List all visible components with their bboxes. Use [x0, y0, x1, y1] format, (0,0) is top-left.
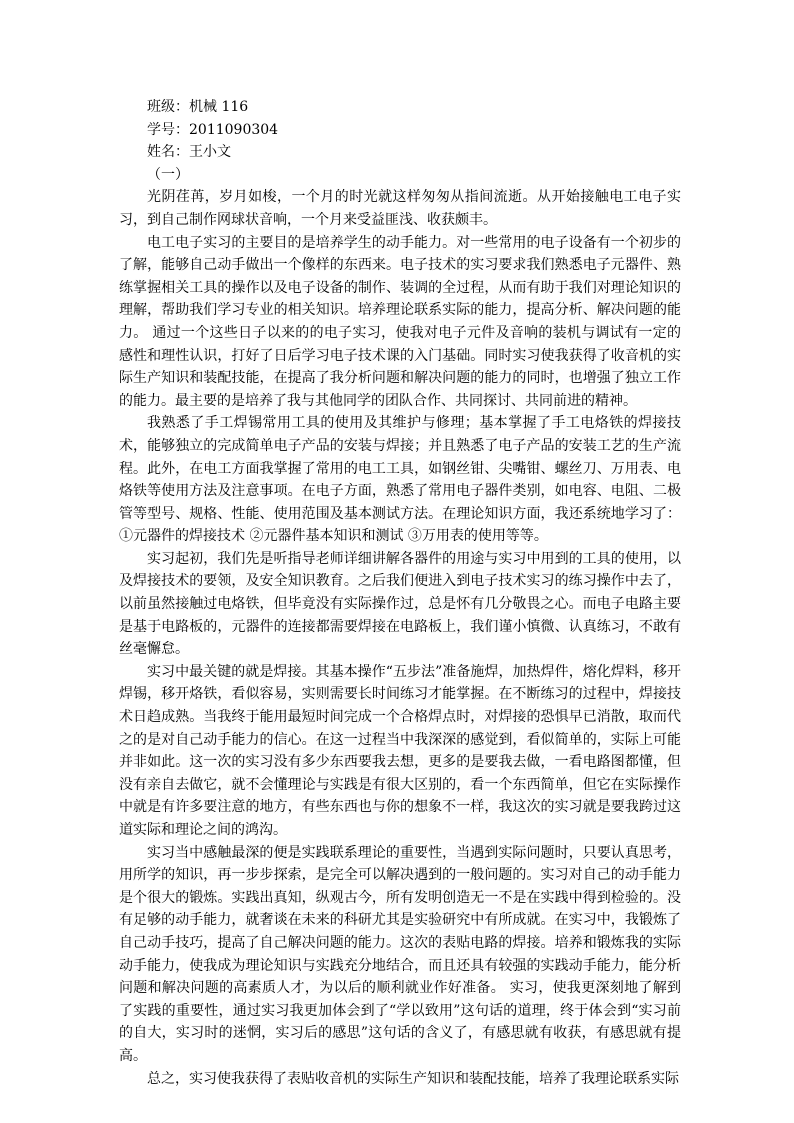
document-page [119, 96, 681, 1090]
paragraph-reflection: 实习当中感触最深的便是实践联系理论的重要性，当遇到实际问题时，只要认真思考，用所学的知识，再一步步探索，是完全可以解决遇到的一般问题的。实习对自己的动手能力是个很大的锻炼。实践出真知，纵观古今，所有发明创造无一不是在实践中得到检验的。没有足够的动手能力，就奢谈在未来的科研尤其是实验研究中有所成就。在实习中，我锻炼了自己动手技巧，提高了自己解决问题的能力。这次的表贴电路的焊接。培养和锻炼我的实际动手能力，使我成为理论知识与实践充分地结合，而且还具有较强的实践动手能力，能分析问题和解决问题的高素质人才，为以后的顺利就业作好准备。 实习，使我更深刻地了解到了实践的重要性，通过实习我更加体会到了“学以致用”这句话的道理，终于体会到“实习前的自大，实习时的迷惘，实习后的感思”这句话的含义了，有感思就有收获，有感思就有提高。 [119, 844, 681, 1064]
paragraph-opening: 光阴荏苒，岁月如梭，一个月的时光就这样匆匆从指间流逝。从开始接触电工电子实习，到自己制作网球状音响，一个月来受益匪浅、收获颇丰。 [119, 189, 681, 228]
paragraph-purpose: 电工电子实习的主要目的是培养学生的动手能力。对一些常用的电子设备有一个初步的了解，能够自己动手做出一个像样的东西来。电子技术的实习要求我们熟悉电子元器件、熟练掌握相关工具的操作以及电子设备的制作、装调的全过程，从而有助于我们对理论知识的理解，帮助我们学习专业的相关知识。培养理论联系实际的能力，提高分析、解决问题的能力。 通过一个这些日子以来的的电子实习，使我对电子元件及音响的装机与调试有一定的感性和理性认识，打好了日后学习电子技术课的入门基础。同时实习使我获得了收音机的实际生产知识和装配技能，在提高了我分析问题和解决问题的能力的同时，也增强了独立工作的能力。最主要的是培养了我与其他同学的团队合作、共同探讨、共同前进的精神。 [119, 234, 681, 409]
name-line: 姓名：王小文 [147, 144, 231, 161]
student-id-line: 学号：2011090304 [147, 121, 279, 138]
paragraph-conclusion: 总之，实习使我获得了表贴收音机的实际生产知识和装配技能，培养了我理论联系实际 [147, 1070, 679, 1087]
paragraph-beginning: 实习起初，我们先是听指导老师详细讲解各器件的用途与实习中用到的工具的使用，以及焊接技术的要领，及安全知识教育。之后我们便进入到电子技术实习的练习操作中去了，以前虽然接触过电烙铁，但毕竟没有实际操作过，总是怀有几分敬畏之心。而电子电路主要是基于电路板的，元器件的连接都需要焊接在电路板上，我们谨小慎微、认真练习，不敢有丝毫懈怠。 [119, 550, 681, 658]
paragraph-skills: 我熟悉了手工焊锡常用工具的使用及其维护与修理；基本掌握了手工电烙铁的焊接技术，能够独立的完成简单电子产品的安装与焊接；并且熟悉了电子产品的安装工艺的生产流程。此外，在电工方面我掌握了常用的电工工具，如钢丝钳、尖嘴钳、螺丝刀、万用表、电烙铁等使用方法及注意事项。在电子方面，熟悉了常用电子器件类别，如电容、电阻、二极管等型号、规格、性能、使用范围及基本测试方法。在理论知识方面，我还系统地学习了：①元器件的焊接技术 ②元器件基本知识和测试 ③万用表的使用等等。 [119, 415, 681, 545]
class-line: 班级：机械 116 [147, 99, 249, 115]
paragraph-soldering: 实习中最关键的就是焊接。其基本操作“五步法”准备施焊，加热焊件，熔化焊料，移开焊锡，移开烙铁，看似容易，实则需要长时间练习才能掌握。在不断练习的过程中，焊接技术日趋成熟。当我终于能用最短时间完成一个合格焊点时，对焊接的恐惧早已消散，取而代之的是对自己动手能力的信心。在这一过程当中我深深的感觉到，看似简单的，实际上可能并非如此。这一次的实习没有多少东西要我去想，更多的是要我去做，一看电路图都懂，但没有亲自去做它，就不会懂理论与实践是有很大区别的，看一个东西简单，但它在实际操作中就是有许多要注意的地方，有些东西也与你的想象不一样，我这次的实习就是要我跨过这道实际和理论之间的鸿沟。 [119, 663, 681, 838]
section-marker: （一） [147, 166, 189, 183]
